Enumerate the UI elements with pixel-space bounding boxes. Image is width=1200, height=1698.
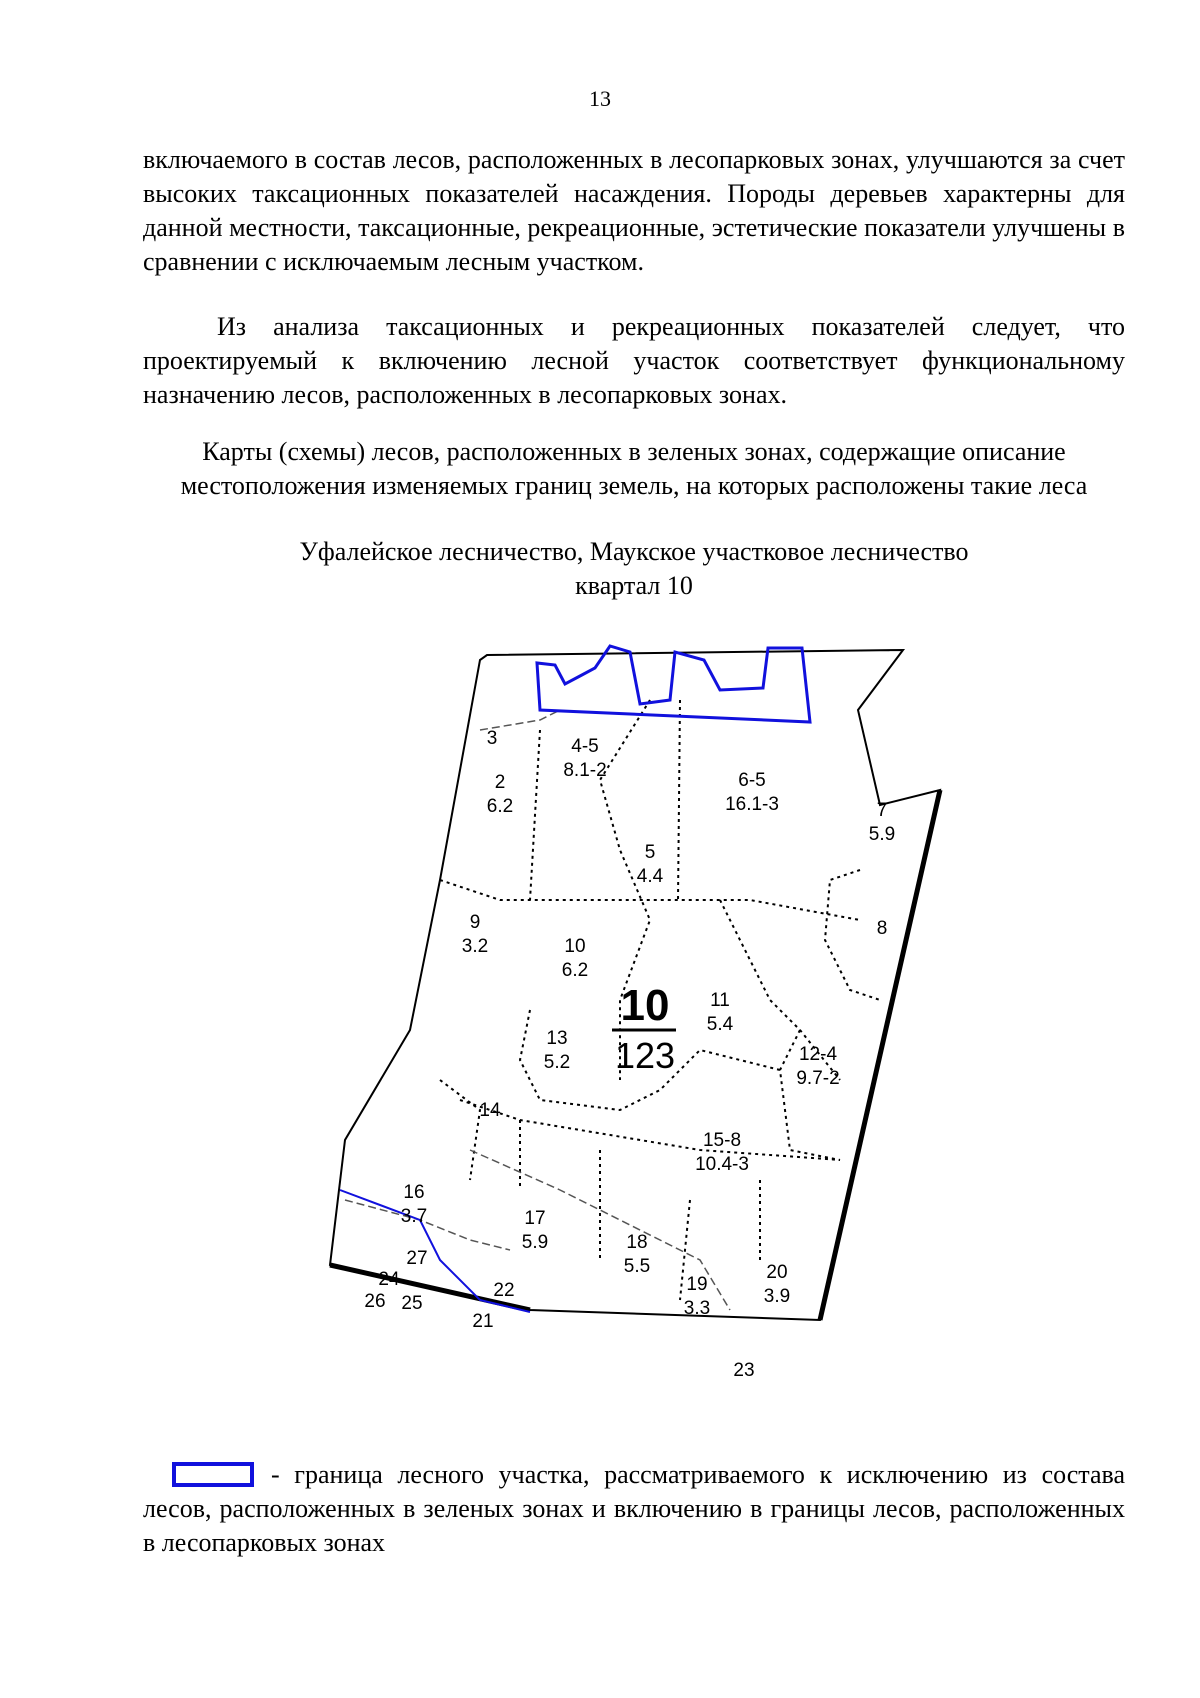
paragraph-1: включаемого в состав лесов, расположенных в лесопарковых зонах, улучшаются за счет высоких таксационных показателей насаждения. Породы деревьев характерны для данной местности, таксационные, рекреационные, эстетические показатели улучшены в сравнении с исключаемым лесным участком.	[143, 145, 1125, 276]
plot-17	[522, 1208, 548, 1253]
svg-text:3.9: 3.9	[763, 1286, 791, 1307]
svg-text:5.4: 5.4	[706, 1014, 734, 1035]
svg-text:10: 10	[564, 936, 586, 957]
plot-11	[707, 990, 734, 1035]
plot-20	[764, 1262, 790, 1307]
svg-text:5.9: 5.9	[868, 824, 896, 845]
svg-text:26: 26	[364, 1291, 386, 1312]
plot-24	[378, 1269, 400, 1290]
svg-text:24: 24	[378, 1269, 400, 1290]
svg-text:14: 14	[479, 1100, 501, 1121]
plot-9	[462, 912, 488, 957]
svg-text:3.2: 3.2	[461, 936, 489, 957]
svg-text:23: 23	[733, 1360, 755, 1381]
svg-text:11: 11	[710, 990, 730, 1011]
plot-2	[487, 772, 513, 817]
svg-text:19: 19	[686, 1274, 708, 1295]
svg-text:8: 8	[876, 918, 888, 939]
svg-text:21: 21	[472, 1311, 494, 1332]
svg-text:5.2: 5.2	[543, 1052, 571, 1073]
svg-text:4-5: 4-5	[571, 736, 599, 757]
plot-27	[406, 1248, 427, 1269]
plot-16	[401, 1182, 427, 1227]
svg-text:10.4-3: 10.4-3	[695, 1154, 749, 1175]
svg-text:5.5: 5.5	[623, 1256, 651, 1277]
plot-18	[624, 1232, 650, 1277]
svg-text:9.7-2: 9.7-2	[796, 1068, 840, 1089]
plot-13	[544, 1028, 570, 1073]
svg-text:22: 22	[493, 1280, 515, 1301]
plot-6-5	[725, 770, 779, 815]
svg-text:9: 9	[469, 912, 481, 933]
plot-12-4	[796, 1044, 839, 1089]
svg-text:20: 20	[766, 1262, 788, 1283]
quarter-area: 123	[614, 1035, 676, 1076]
svg-text:6.2: 6.2	[486, 796, 514, 817]
plot-7	[869, 800, 895, 845]
svg-text:2: 2	[494, 772, 506, 793]
svg-text:17: 17	[524, 1208, 546, 1229]
map-title: Карты (схемы) лесов, расположенных в зеленых зонах, содержащие описание местоположения изменяемых границ земель, на которых расположены такие леса	[180, 437, 1088, 500]
forest-quarter-map	[300, 640, 950, 1381]
paragraph-2: Из анализа таксационных и рекреационных показателей следует, что проектируемый к включению лесной участок соответствует функциональному назначению лесов, расположенных в лесопарковых зонах.	[143, 312, 1125, 409]
svg-text:15-8: 15-8	[702, 1130, 742, 1151]
svg-text:5: 5	[644, 842, 656, 863]
svg-text:13: 13	[546, 1028, 568, 1049]
svg-text:18: 18	[626, 1232, 648, 1253]
svg-text:16: 16	[403, 1182, 425, 1203]
svg-text:3.3: 3.3	[683, 1298, 711, 1319]
svg-text:5.9: 5.9	[521, 1232, 549, 1253]
page-number: 13	[589, 86, 611, 111]
svg-text:3: 3	[486, 728, 498, 749]
plot-3	[487, 728, 498, 749]
svg-text:25: 25	[401, 1293, 423, 1314]
map-forestry: Уфалейское лесничество, Маукское участковое лесничество	[299, 537, 969, 566]
map-quarter: квартал 10	[575, 571, 693, 600]
plot-21	[472, 1311, 493, 1332]
svg-text:7: 7	[876, 800, 888, 821]
plot-23	[733, 1360, 754, 1381]
svg-text:4.4: 4.4	[636, 866, 664, 887]
svg-text:12-4: 12-4	[798, 1044, 838, 1065]
plot-4-5	[563, 736, 606, 781]
plot-25	[401, 1293, 422, 1314]
plot-14	[479, 1100, 501, 1121]
exclusion-boundary	[537, 646, 810, 722]
svg-text:16.1-3: 16.1-3	[725, 794, 779, 815]
plot-22	[493, 1280, 514, 1301]
plot-26	[364, 1291, 385, 1312]
svg-text:6.2: 6.2	[561, 960, 589, 981]
plot-10	[562, 936, 588, 981]
quarter-number: 10	[620, 981, 670, 1030]
svg-text:6-5: 6-5	[738, 770, 766, 791]
plot-19	[684, 1274, 710, 1319]
east-boundary	[820, 790, 940, 1320]
svg-text:8.1-2: 8.1-2	[563, 760, 607, 781]
plot-5	[637, 842, 664, 887]
plot-8	[877, 918, 888, 939]
svg-text:27: 27	[406, 1248, 428, 1269]
svg-text:3.7: 3.7	[400, 1206, 428, 1227]
legend-text: - граница лесного участка, рассматриваемого к исключению из состава лесов, расположенных в зеленых зонах и включению в границы лесов, расположенных в лесопарковых зонах	[143, 1460, 1125, 1557]
